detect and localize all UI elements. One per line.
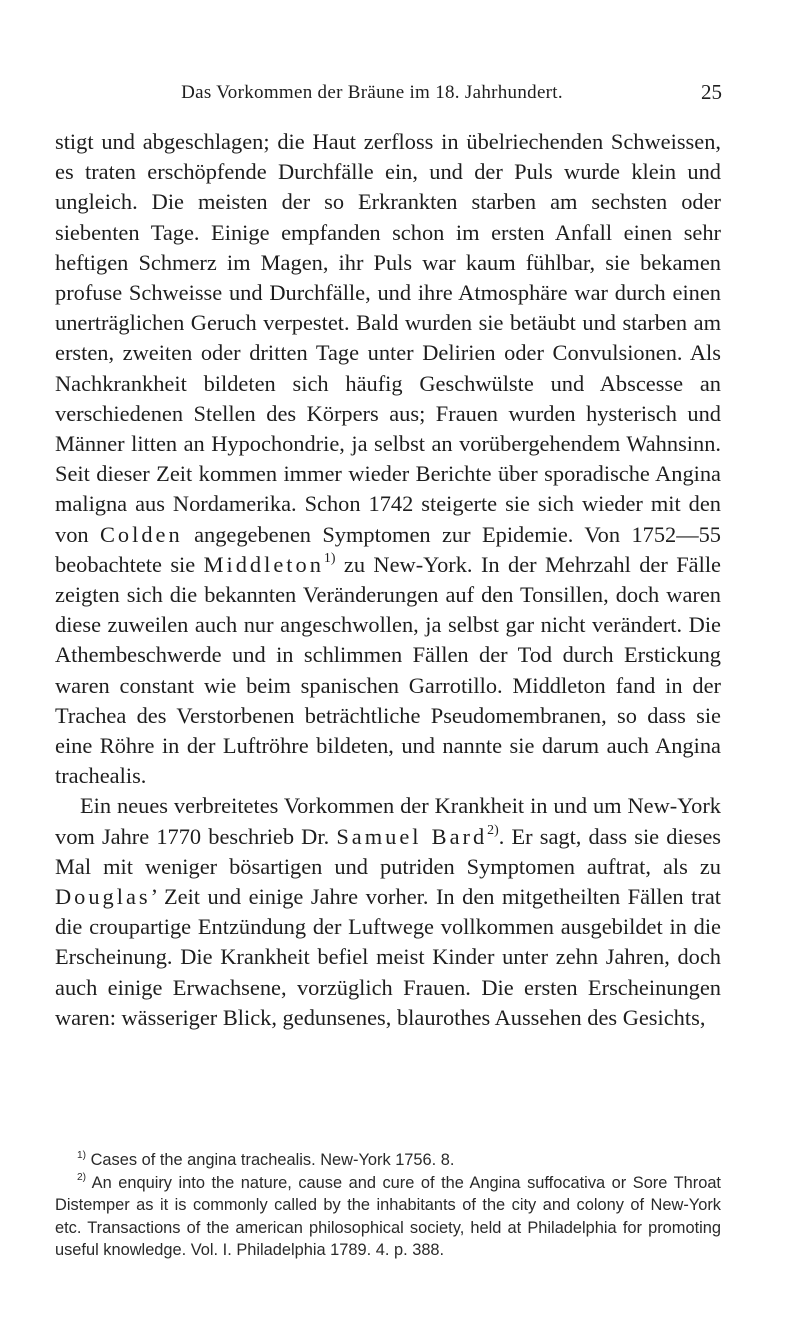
text-run: zu New-York. In der Mehrzahl der Fälle zeigten sich die bekannten Veränderungen auf den Tonsillen, doch waren diese zuweilen auch nur angeschwollen, ja selbst gar nicht verändert. Die Athembeschwerde und in schlimmen Fällen der Tod durch Erstickung waren constant wie beim spanischen Garrotillo. Middleton fand in der Trachea des Verstorbenen beträchtliche Pseudomembranen, so dass sie eine Röhre in der Luftröhre bildeten, und nannte sie darum auch Angina trachealis. <box>55 551 721 789</box>
footnote-text: Cases of the angina trachealis. New-York 1756. 8. <box>86 1151 455 1169</box>
footnote-mark: 2) <box>77 1172 87 1184</box>
footnote <box>55 1149 721 1172</box>
text-run: ’ Zeit und einige Jahre vorher. In den mitgetheilten Fällen trat die croupartige Entzündung der Luftwege vollkommen ausgebildet in die Erscheinung. Die Krankheit befiel meist Kinder unter zehn Jahren, doch auch einige Erwachsene, vorzüglich Frauen. Die ersten Erscheinungen waren: wässeriger Blick, gedunsenes, blaurothes Aussehen des Gesichts, <box>55 884 721 1030</box>
footnotes <box>55 1149 721 1262</box>
footnote-ref: 2) <box>487 822 499 838</box>
text-run: stigt und abgeschlagen; die Haut zerfloss in übelriechenden Schweissen, es traten erschöpfende Durchfälle ein, und der Puls wurde klein und ungleich. Die meisten der so Erkrankten starben am sechsten oder siebenten Tage. Einige empfanden schon im ersten Anfall einen sehr heftigen Schmerz im Magen, ihr Puls war kaum fühlbar, sie bekamen profuse Schweisse und Durchfälle, und ihre Atmosphäre war durch einen unerträglichen Geruch verpestet. Bald wurden sie betäubt und starben am ersten, zweiten oder dritten Tage unter Delirien oder Convulsionen. Als Nachkrankheit bildeten sich häufig Geschwülste und Abscesse an verschiedenen Stellen des Körpers aus; Frauen wurden hysterisch und Männer litten an Hypochondrie, ja selbst an vorübergehendem Wahnsinn. Seit dieser Zeit kommen immer wieder Berichte über sporadische Angina maligna aus Nordamerika. Schon 1742 steigerte sie sich wieder mit den von <box>55 129 721 547</box>
person-name: Samuel Bard <box>336 823 488 849</box>
main-text <box>55 127 721 1033</box>
page-number: 25 <box>701 80 722 104</box>
person-name: Middleton <box>203 551 324 577</box>
paragraph <box>55 127 721 791</box>
person-name: Colden <box>100 521 183 547</box>
text-run: angegebenen Symptomen zur Epidemie. Von 1752—55 beobachtete sie <box>55 521 722 577</box>
running-header <box>92 82 722 110</box>
person-name: Douglas <box>55 884 151 910</box>
footnote-mark: 1) <box>77 1149 87 1161</box>
footnote <box>55 1172 721 1262</box>
text-run: Ein neues verbreitetes Vorkommen der Krankheit in und um New-York vom Jahre 1770 beschrieb Dr. <box>55 793 721 849</box>
footnote-text: An enquiry into the nature, cause and cure of the Angina suffocativa or Sore Throat Distemper as it is commonly called by the inhabitants of the city and colony of New-York etc. Transactions of the american philosophical society, held at Philadelphia for promoting useful knowledge. Vol. I. Philadelphia 1789. 4. p. 388. <box>55 1173 721 1260</box>
running-title: Das Vorkommen der Bräune im 18. Jahrhundert. <box>181 82 563 103</box>
footnote-ref: 1) <box>323 551 336 566</box>
paragraph <box>55 791 721 1033</box>
text-run: . Er sagt, dass sie dieses Mal mit weniger bösartigen und putriden Symptomen auftrat, als zu <box>55 823 721 879</box>
